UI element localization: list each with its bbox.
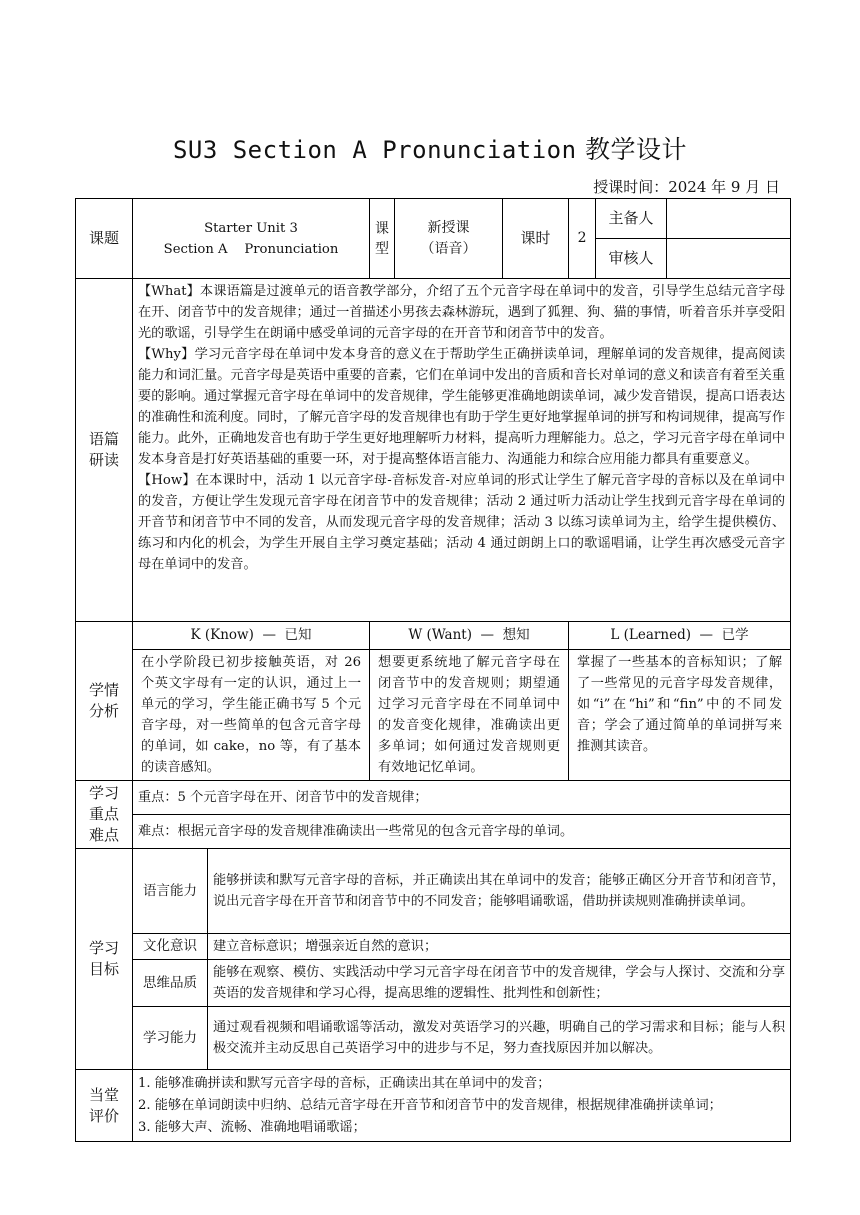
lesson-type-line-1: 新授课 <box>427 219 470 236</box>
objectives-label <box>76 849 133 1070</box>
period-value: 2 <box>569 199 596 279</box>
assessment-list <box>133 1070 791 1142</box>
kwl-want-text: 想要更系统地了解元音字母在闭音节中的发音规则；期望通过学习元音字母在不同单词中的发音变化规律，准确读出更多单词；如何通过发音规则更有效地记忆单词。 <box>370 650 569 781</box>
kwl-know-header: K (Know) — 已知 <box>133 622 370 650</box>
teaching-date: 授课时间：2024 年 9 月 日 <box>593 178 780 196</box>
what-paragraph: 【What】本课语篇是过渡单元的语音教学部分，介绍了五个元音字母在单词中的发音，引导学生总结元音字母在开、闭音节中的发音规律；通过一首描述小男孩去森林游玩，遇到了狐狸、狗、猫的事情，听着音乐并享受阳光的歌谣，引导学生在朗诵中感受单词的元音字母的在开音节和闭音节中的发音。 <box>138 284 786 341</box>
objective-name: 语言能力 <box>133 849 208 934</box>
assessment-label-text: 当堂评价 <box>89 1085 120 1125</box>
kwl-learned-header: L (Learned) — 已学 <box>569 622 791 650</box>
topic-line-2: Section A Pronunciation <box>163 241 339 257</box>
reviewer-value <box>667 239 791 279</box>
kwl-learned-text: 掌握了一些基本的音标知识；了解了一些常见的元音字母发音规律，如“i”在“hi”和“fin”中的不同发音；学会了通过简单的单词拼写来推测其读音。 <box>569 650 791 781</box>
how-paragraph: 【How】在本课时中，活动 1 以元音字母-音标发音-对应单词的形式让学生了解元音字母的音标以及在单词中的发音，方便让学生发现元音字母在闭音节中的发音规律；活动 2 通过听力活动让学生找到元音字母在单词的开音节和闭音节中不同的发音，从而发现元音字母的发音规律；活动 3 以练习读单词为主，给学生提供模仿、练习和内化的机会，为学生开展自主学习奠定基础；活动 4 通过朗朗上口的歌谣唱诵，让学生再次感受元音字母在单词中的发音。 <box>138 473 786 572</box>
objective-name: 思维品质 <box>133 960 208 1007</box>
focus-label-text: 学习重点难点 <box>89 784 120 844</box>
text-analysis-label <box>76 279 133 622</box>
learner-analysis-label-text: 学情分析 <box>89 681 120 720</box>
period-label: 课时 <box>503 199 569 279</box>
topic-label: 课题 <box>76 199 133 279</box>
objective-text: 通过观看视频和唱诵歌谣等活动，激发对英语学习的兴趣，明确自己的学习需求和目标；能与人积极交流并主动反思自己英语学习中的进步与不足，努力查找原因并加以解决。 <box>208 1007 791 1070</box>
text-analysis-label-text: 语篇研读 <box>89 430 120 469</box>
kwl-want-header: W (Want) — 想知 <box>370 622 569 650</box>
text-analysis-content <box>133 279 791 622</box>
learner-analysis-label <box>76 622 133 781</box>
lesson-type-value <box>395 199 503 279</box>
preparer-label: 主备人 <box>596 199 667 239</box>
topic-line-1: Starter Unit 3 <box>204 220 298 236</box>
assessment-item: 1. 能够准确拼读和默写元音字母的音标，正确读出其在单词中的发音； <box>138 1075 551 1091</box>
objective-name: 学习能力 <box>133 1007 208 1070</box>
preparer-value <box>667 199 791 239</box>
document-title-latin: SU3 Section A Pronunciation <box>172 136 577 164</box>
assessment-item: 3. 能够大声、流畅、准确地唱诵歌谣； <box>138 1119 366 1135</box>
objective-text: 建立音标意识；增强亲近自然的意识； <box>208 934 791 960</box>
document-title-cjk: 教学设计 <box>585 135 688 164</box>
document-title <box>0 130 860 166</box>
objectives-label-text: 学习目标 <box>89 939 120 978</box>
assessment-item: 2. 能够在单词朗读中归纳、总结元音字母在开音节和闭音节中的发音规律，根据规律准确拼读单词； <box>138 1097 722 1113</box>
key-point: 重点：5 个元音字母在开、闭音节中的发音规律； <box>133 781 791 815</box>
lesson-type-label <box>370 199 395 279</box>
kwl-know-text: 在小学阶段已初步接触英语，对 26 个英文字母有一定的认识，通过上一单元的学习，学生能正确书写 5 个元音字母，对一些简单的包含元音字母的单词，如 cake，no 等，有了基本的读音感知。 <box>133 650 370 781</box>
objective-name: 文化意识 <box>133 934 208 960</box>
why-paragraph: 【Why】学习元音字母在单词中发本身音的意义在于帮助学生正确拼读单词，理解单词的发音规律，提高阅读能力和词汇量。元音字母是英语中重要的音素，它们在单词中发出的音质和音长对单词的意义和读音有着至关重要的影响。通过掌握元音字母在单词中的发音规律，学生能够更准确地朗读单词，减少发音错误，提高口语表达的准确性和流利度。同时，了解元音字母的发音规律也有助于学生更好地掌握单词的拼写和构词规律，提高写作能力。此外，正确地发音也有助于学生更好地理解听力材料，提高听力理解能力。总之，学习元音字母在单词中发本身音是打好英语基础的重要一环，对于提高整体语言能力、沟通能力和综合应用能力都具有重要意义。 <box>138 347 786 467</box>
topic-value <box>133 199 370 279</box>
lesson-type-line-2: （语音） <box>420 240 477 257</box>
lesson-plan-table <box>75 198 791 1142</box>
assessment-label <box>76 1070 133 1142</box>
difficult-point: 难点：根据元音字母的发音规律准确读出一些常见的包含元音字母的单词。 <box>133 815 791 849</box>
objective-text: 能够在观察、模仿、实践活动中学习元音字母在闭音节中的发音规律，学会与人探讨、交流和分享英语的发音规律和学习心得，提高思维的逻辑性、批判性和创新性； <box>208 960 791 1007</box>
objective-text: 能够拼读和默写元音字母的音标，并正确读出其在单词中的发音；能够正确区分开音节和闭音节，说出元音字母在开音节和闭音节中的不同发音；能够唱诵歌谣，借助拼读规则准确拼读单词。 <box>208 849 791 934</box>
lesson-type-label-text: 课型 <box>375 220 390 257</box>
reviewer-label: 审核人 <box>596 239 667 279</box>
focus-label <box>76 781 133 849</box>
